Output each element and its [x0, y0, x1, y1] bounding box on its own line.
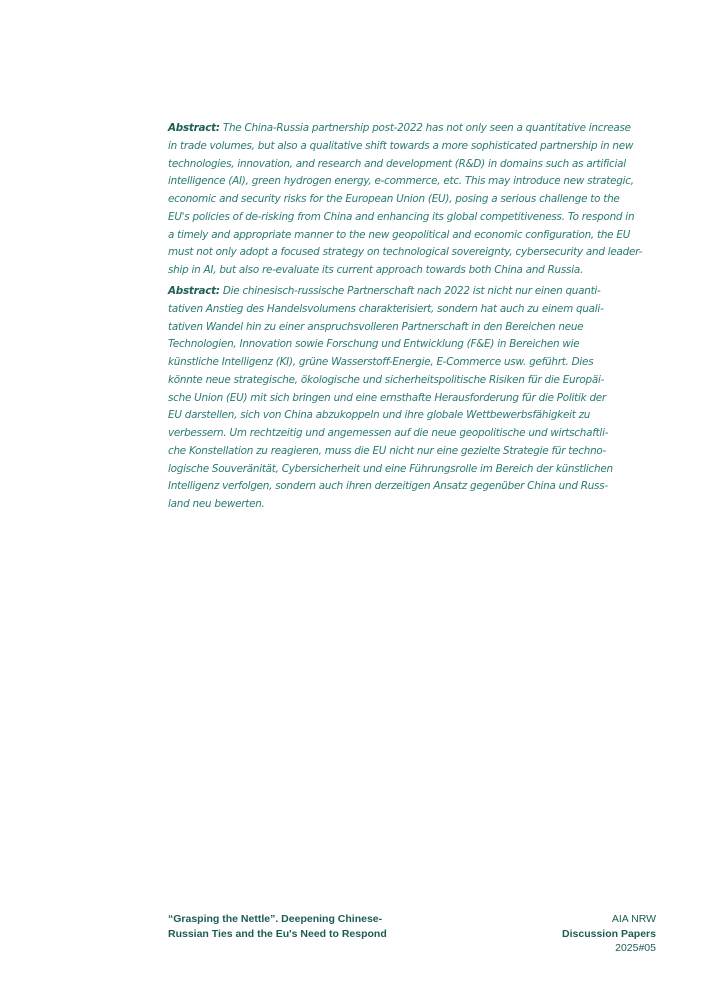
abstract-line: EU darstellen, sich von China abzukoppeln und ihre globale Wettbewerbsfähigkeit zu — [168, 409, 591, 422]
abstract-line: Abstract: The China-Russia partnership post-2022 has not only seen a quantitative increase — [168, 122, 631, 134]
footer-series-info — [562, 912, 656, 956]
abstract-line: technologies, innovation, and research and development (R&D) in domains such as artificial — [168, 157, 626, 170]
abstract-line: sche Union (EU) mit sich bringen und eine ernsthafte Herausforderung für die Politik der — [168, 391, 606, 404]
abstract-line: logische Souveränität, Cybersicherheit und eine Führungsrolle im Bereich der künstlichen — [168, 462, 613, 475]
footer-series: Discussion Papers — [562, 927, 656, 940]
abstract-label: Abstract: — [168, 122, 220, 134]
abstract-line: land neu bewerten. — [168, 498, 265, 510]
abstract-line: tativen Wandel hin zu einer anspruchsvolleren Partnerschaft in den Bereichen neue — [168, 320, 584, 333]
abstract-line: intelligence (AI), green hydrogen energy, e-commerce, etc. This may introduce new strategic, — [168, 175, 634, 188]
abstract-line: economic and security risks for the European Union (EU), posing a serious challenge to the — [168, 193, 620, 205]
footer-title-line: Russian Ties and the Eu's Need to Respond — [168, 927, 387, 940]
abstract-line: Abstract: Die chinesisch-russische Partnerschaft nach 2022 ist nicht nur einen quanti- — [168, 285, 601, 297]
abstract-english — [168, 120, 656, 280]
abstract-line: tativen Anstieg des Handelsvolumens charakterisiert, sondern hat auch zu einem quali- — [168, 302, 604, 315]
abstract-line: verbessern. Um rechtzeitig und angemessen auf die neue geopolitische und wirtschaftli- — [168, 427, 609, 439]
abstract-line: Technologien, Innovation sowie Forschung und Entwicklung (F&E) in Bereichen wie — [168, 338, 580, 351]
abstract-line: must not only adopt a focused strategy on technological sovereignty, cybersecurity and leader- — [168, 246, 643, 259]
abstract-line: ship in AI, but also re-evaluate its current approach towards both China and Russia. — [168, 264, 584, 276]
abstract-line: könnte neue strategische, ökologische und sicherheitspolitische Risiken für die Europäi- — [168, 373, 605, 386]
abstract-line: che Konstellation zu reagieren, muss die EU nicht nur eine gezielte Strategie für techno- — [168, 444, 607, 457]
abstract-line: künstliche Intelligenz (KI), grüne Wasserstoff-Energie, E-Commerce usw. geführt. Dies — [168, 356, 594, 368]
abstract-line: Intelligenz verfolgen, sondern auch ihren derzeitigen Ansatz gegenüber China und Russ- — [168, 480, 608, 493]
abstract-label: Abstract: — [168, 285, 220, 297]
abstract-line: a timely and appropriate manner to the new geopolitical and economic configuration, the EU — [168, 228, 631, 241]
abstract-line: in trade volumes, but also a qualitative shift towards a more sophisticated partnership in new — [168, 139, 634, 152]
footer-title-line: “Grasping the Nettle”. Deepening Chinese- — [168, 913, 383, 925]
footer-number: 2025#05 — [615, 942, 656, 954]
abstract-german — [168, 283, 656, 514]
footer-title — [168, 912, 387, 941]
footer-org: AIA NRW — [611, 913, 656, 925]
abstract-line: EU's policies of de-risking from China and enhancing its global competitiveness. To respond in — [168, 210, 635, 223]
